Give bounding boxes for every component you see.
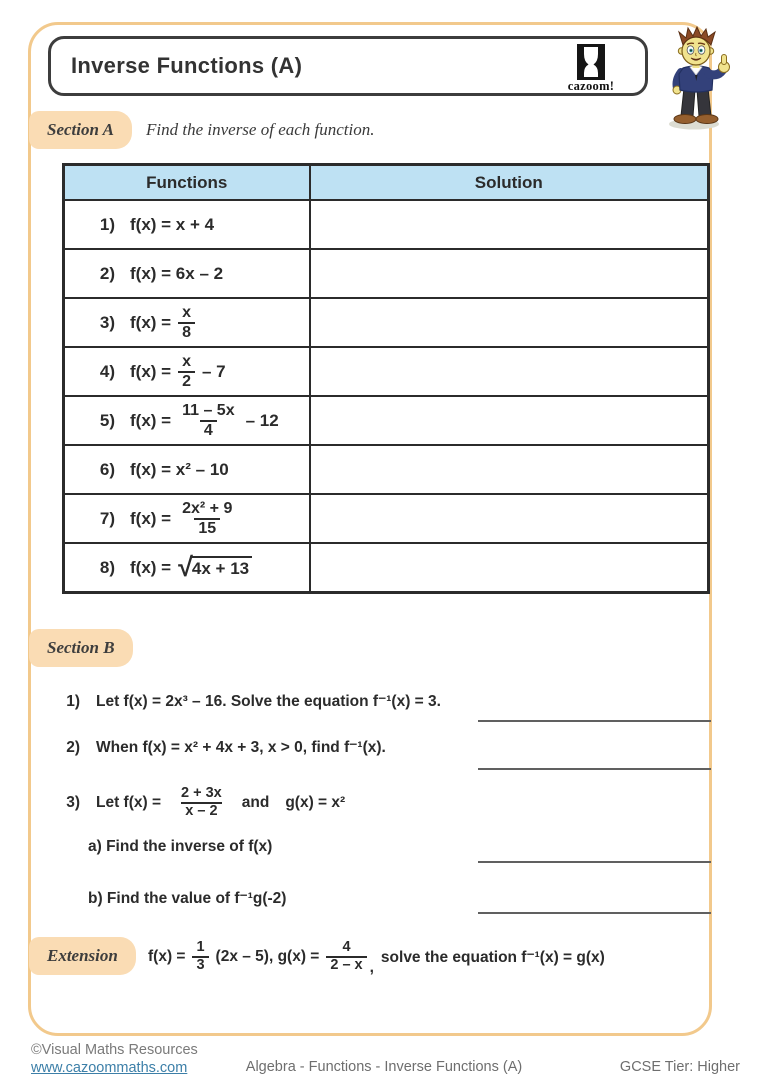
question-lead: Let f(x) = [96,794,162,811]
expression-suffix: – 7 [202,361,226,381]
question-number: 3) [99,312,115,332]
fraction-denominator: x – 2 [181,802,221,820]
radical-sign: √ [178,552,193,582]
function-expression: f(x) = x² – 10 [130,459,229,479]
solution-cell [310,298,709,347]
function-expression [130,500,236,537]
table-row [64,200,709,249]
question-text: When f(x) = x² + 4x + 3, x > 0, find f⁻¹(x). [96,739,386,756]
website-link[interactable]: www.cazoommaths.com [31,1060,188,1076]
fraction-denominator: 2 – x [326,956,366,974]
footer-tier: GCSE Tier: Higher [619,1059,740,1075]
question-number: 3) [66,794,80,811]
fraction-denominator: 15 [194,518,220,537]
extension-mid: (2x – 5), g(x) = [215,948,320,965]
fraction-numerator: 2x² + 9 [182,500,233,518]
fraction-numerator: 2 + 3x [181,785,222,802]
function-expression [130,353,226,390]
answer-line-2 [478,768,711,770]
question-number: 2) [99,263,115,283]
table-row [64,543,709,593]
answer-line-3 [478,861,711,863]
fraction [192,940,208,973]
page-title: Inverse Functions (A) [71,53,303,78]
section-a-label-text: Section A [47,120,114,139]
table-row [64,445,709,494]
column-header-solution: Solution [310,165,709,201]
question-number: 1) [66,692,80,710]
section-b-question-3 [58,780,345,826]
cazoom-logo [559,44,623,94]
question-text: Let f(x) = 2x³ – 16. Solve the equation f⁻¹(x) = 3. [96,693,441,710]
function-expression: f(x) = 6x – 2 [130,263,224,283]
extension-question [148,933,605,981]
question-g-function: g(x) = x² [285,794,346,811]
function-expression [130,552,252,582]
fraction-denominator: 4 [200,420,217,439]
extension-label [29,937,136,975]
expression-lead: f(x) = [130,410,172,430]
cazoom-logo-text: cazoom! [567,79,615,93]
answer-line-4 [478,912,711,914]
table-header-row [64,165,709,201]
solution-cell [310,543,709,593]
question-number: 6) [99,459,115,479]
mascot-boy-icon [650,26,742,130]
section-b-question-3b: b) Find the value of f⁻¹g(-2) [88,890,287,907]
column-header-functions: Functions [64,165,310,201]
fraction [178,353,195,390]
fraction-denominator: 2 [178,371,195,390]
section-b-question-3a: a) Find the inverse of f(x) [88,838,273,855]
fraction [326,940,366,973]
fraction-numerator: 11 – 5x [182,402,235,420]
section-a-instruction: Find the inverse of each function. [146,120,375,139]
section-b-label [29,629,133,667]
solution-cell [310,347,709,396]
fraction [178,304,195,341]
function-expression [130,402,279,439]
table-row [64,396,709,445]
solution-cell [310,200,709,249]
fraction-numerator: x [182,304,191,322]
solution-cell [310,249,709,298]
radicand: 4x + 13 [190,556,252,579]
section-a-label [29,111,132,149]
fraction [177,786,226,819]
functions-table [62,163,710,594]
title-box [48,36,648,96]
fraction-denominator: 8 [178,322,195,341]
question-number: 8) [99,557,115,577]
fraction-numerator: 1 [196,939,205,956]
fraction [178,402,239,439]
question-number: 7) [99,508,115,528]
fraction-denominator: 3 [192,956,208,974]
extension-label-text: Extension [47,946,118,965]
extension-tail: solve the equation f⁻¹(x) = g(x) [380,948,605,966]
table-row [64,494,709,543]
question-number: 2) [66,738,80,756]
section-b-question-2 [58,738,386,757]
question-and: and [241,794,270,811]
fraction [178,500,236,537]
expression-lead: f(x) = [130,557,172,577]
section-b-question-1 [58,692,441,711]
function-expression: f(x) = x + 4 [130,214,215,234]
extension-comma: , [369,959,374,976]
extension-lead: f(x) = [148,948,186,965]
solution-cell [310,396,709,445]
table-row [64,347,709,396]
solution-cell [310,445,709,494]
square-root [178,552,252,582]
fraction-numerator: x [182,353,191,371]
hourglass-logo-icon [577,44,605,80]
footer-breadcrumb: Algebra - Functions - Inverse Functions (A) [245,1059,523,1075]
question-number: 5) [99,410,115,430]
question-number: 1) [99,214,115,234]
expression-lead: f(x) = [130,312,172,332]
table-row [64,249,709,298]
section-b-label-text: Section B [47,638,115,657]
table-row [64,298,709,347]
expression-lead: f(x) = [130,361,172,381]
answer-line-1 [478,720,711,722]
question-number: 4) [99,361,115,381]
expression-suffix: – 12 [245,410,279,430]
expression-lead: f(x) = [130,508,172,528]
copyright-text: ©Visual Maths Resources [31,1042,198,1058]
function-expression [130,304,195,341]
fraction-numerator: 4 [342,939,351,956]
solution-cell [310,494,709,543]
